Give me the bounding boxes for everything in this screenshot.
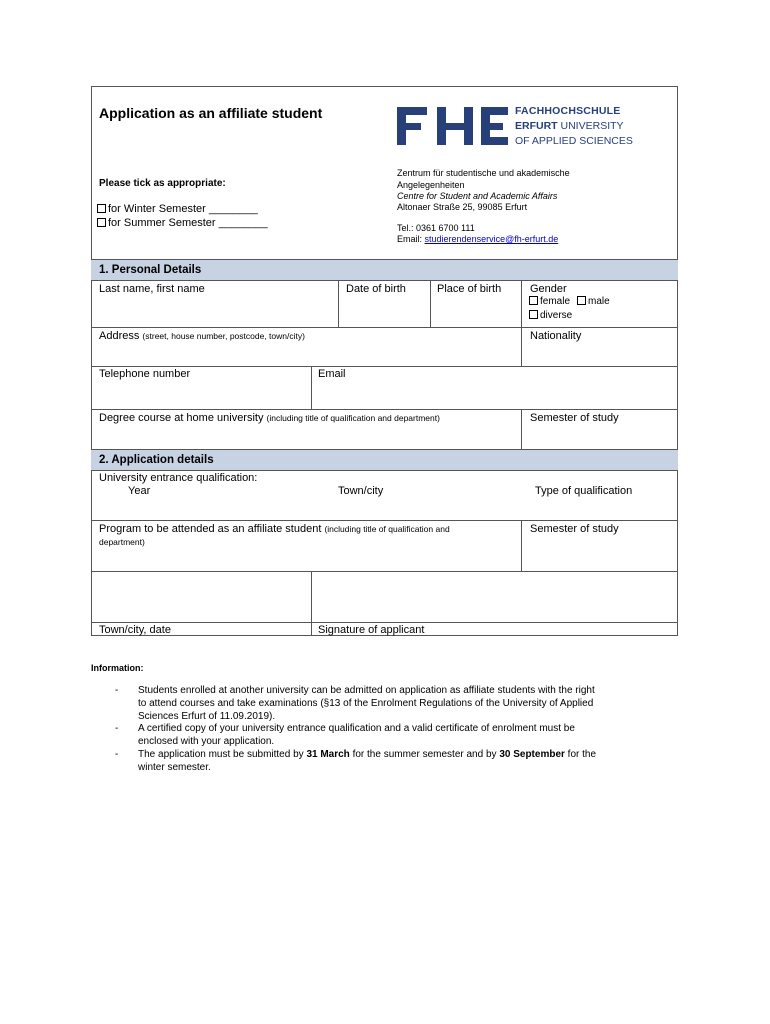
uni-entrance-label: University entrance qualification: (99, 472, 258, 484)
pob-label: Place of birth (437, 283, 502, 295)
program-hint-2: department) (99, 537, 145, 547)
town-date-label: Town/city, date (99, 624, 171, 636)
degree-label: Degree course at home university (99, 412, 264, 424)
address-line-1: Zentrum für studentische und akademische (397, 168, 570, 178)
semester-label-2: Semester of study (530, 523, 619, 535)
address-label: Address (99, 330, 140, 342)
degree-hint: (including title of qualification and department) (266, 413, 440, 423)
gender-male-option[interactable] (577, 296, 610, 307)
email-link[interactable]: studierendenservice@fh-erfurt.de (424, 234, 559, 244)
dob-label: Date of birth (346, 283, 406, 295)
summer-label: for Summer Semester ________ (108, 217, 268, 229)
female-checkbox[interactable] (529, 296, 538, 305)
email-info (397, 234, 558, 244)
info-2-line-2: enclosed with your application. (138, 736, 275, 747)
signature-label: Signature of applicant (318, 624, 425, 636)
qualification-type-label: Type of qualification (535, 485, 633, 497)
page-title: Application as an affiliate student (99, 105, 323, 121)
winter-checkbox[interactable] (97, 204, 106, 213)
diverse-label: diverse (540, 310, 573, 321)
male-checkbox[interactable] (577, 296, 586, 305)
gender-diverse-option[interactable] (529, 310, 572, 321)
info-1-line-3: Sciences Erfurt of 11.09.2019). (138, 711, 276, 722)
section-2-header (91, 449, 678, 471)
female-label: female (540, 296, 571, 307)
tick-instruction: Please tick as appropriate: (99, 178, 226, 189)
info-heading: Information: (91, 663, 144, 673)
male-label: male (588, 296, 610, 307)
gender-female-option[interactable] (529, 296, 570, 307)
nationality-label: Nationality (530, 330, 582, 342)
logo-line-2 (515, 120, 624, 132)
telephone-info: Tel.: 0361 6700 111 (397, 223, 475, 233)
diverse-checkbox[interactable] (529, 310, 538, 319)
summer-checkbox[interactable] (97, 218, 106, 227)
winter-label: for Winter Semester ________ (108, 203, 258, 215)
info-3-pre: The application must be submitted by (138, 749, 307, 760)
winter-semester-option[interactable] (97, 203, 258, 215)
program-field-label (99, 523, 450, 535)
summer-semester-option[interactable] (97, 217, 268, 229)
section-1-header (91, 259, 678, 281)
info-3-date-winter: 30 September (499, 749, 565, 760)
info-3-post: for the (564, 749, 597, 760)
last-name-label: Last name, first name (99, 283, 205, 295)
logo-line-3: OF APPLIED SCIENCES (515, 135, 633, 147)
logo-line-2a: ERFURT (515, 120, 558, 132)
section-2-title: 2. Application details (99, 454, 214, 466)
telephone-label: Telephone number (99, 368, 191, 380)
info-1-line-2: to attend courses and take examinations (§13 of the Enrolment Regulations of the University of Applied (138, 698, 594, 709)
address-line-4: Altonaer Straße 25, 99085 Erfurt (397, 202, 528, 212)
address-line-2: Angelegenheiten (397, 180, 465, 190)
program-hint-1: (including title of qualification and (324, 524, 450, 534)
semester-label-1: Semester of study (530, 412, 619, 424)
info-2-line-1: A certified copy of your university entrance qualification and a valid certificate of enrolment must be (138, 723, 575, 734)
degree-field-label (99, 412, 440, 424)
info-3-mid: for the summer semester and by (349, 749, 500, 760)
info-3-line-1 (138, 749, 596, 760)
fhe-logo (397, 105, 633, 147)
logo-line-2b: UNIVERSITY (560, 120, 624, 132)
info-3-line-2: winter semester. (138, 762, 211, 773)
town-label: Town/city (338, 485, 384, 497)
info-dash-2: - (115, 723, 119, 734)
address-field-label (99, 330, 305, 342)
info-3-date-summer: 31 March (306, 749, 350, 760)
application-form (91, 86, 678, 636)
logo-line-1: FACHHOCHSCHULE (515, 105, 621, 117)
program-label: Program to be attended as an affiliate student (99, 523, 322, 535)
email-info-label: Email: (397, 234, 423, 244)
address-hint: (street, house number, postcode, town/city) (142, 331, 305, 341)
email-label: Email (318, 368, 346, 380)
section-1-title: 1. Personal Details (99, 264, 202, 276)
fhe-logo-mark-icon (397, 105, 509, 147)
info-1-line-1: Students enrolled at another university can be admitted on application as affiliate students with the right (138, 685, 595, 696)
year-label: Year (128, 485, 151, 497)
info-dash-1: - (115, 685, 119, 696)
address-line-3: Centre for Student and Academic Affairs (397, 191, 558, 201)
gender-label: Gender (530, 283, 567, 295)
info-dash-3: - (115, 749, 119, 760)
